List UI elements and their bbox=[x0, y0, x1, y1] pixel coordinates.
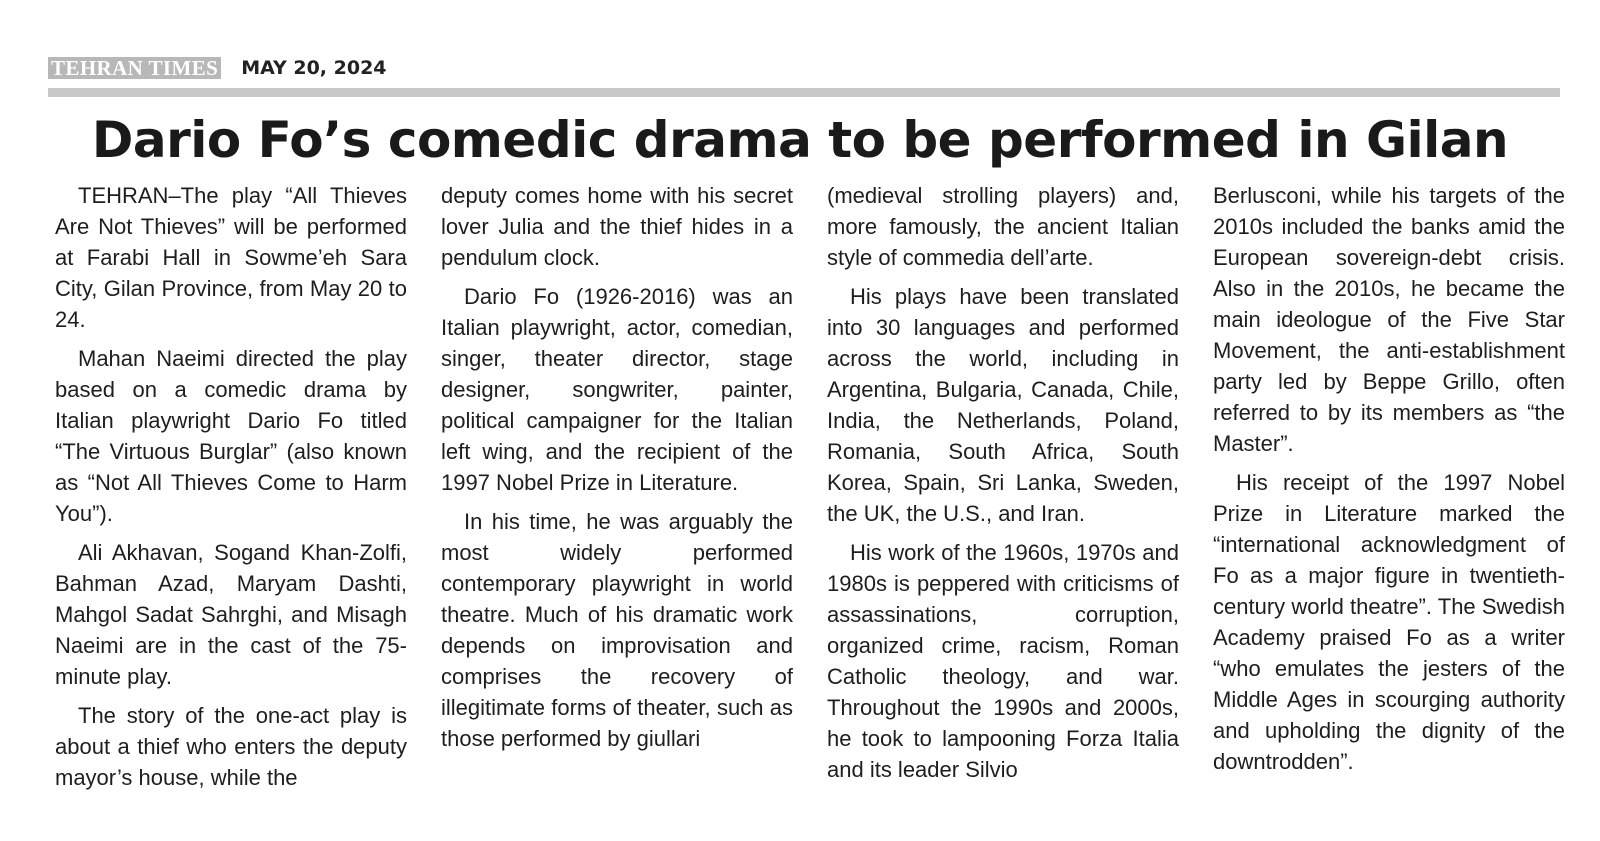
paragraph: The story of the one-act play is about a thief who enters the deputy mayor’s house, while the bbox=[55, 703, 407, 790]
paragraph: TEHRAN–The play “All Thieves Are Not Thieves” will be performed at Farabi Hall in Sowme’eh Sara City, Gilan Province, from May 20 to 24. bbox=[55, 183, 407, 332]
paragraph-continued: (medieval strolling players) and, more famously, the ancient Italian style of commedia dell’arte. bbox=[827, 183, 1179, 270]
paragraph: His receipt of the 1997 Nobel Prize in Literature marked the “international acknowledgment of Fo as a major figure in twentieth-century world theatre”. The Swedish Academy praised Fo as a writer “who emulates the jesters of the Middle Ages in scourging authority and upholding the dignity of the downtrodden”. bbox=[1213, 470, 1565, 774]
publication-logo: TEHRAN TIMES bbox=[48, 57, 221, 79]
article-column-4 bbox=[1213, 180, 1565, 785]
article-column-1 bbox=[55, 180, 407, 801]
paragraph: His work of the 1960s, 1970s and 1980s is peppered with criticisms of assassinations, corruption, organized crime, racism, Roman Catholic theology, and war. Throughout the 1990s and 2000s, he took to lampooning Forza Italia and its leader Silvio bbox=[827, 540, 1179, 782]
article-column-3 bbox=[827, 180, 1179, 793]
paragraph: His plays have been translated into 30 languages and performed across the world, including in Argentina, Bulgaria, Canada, Chile, India, the Netherlands, Poland, Romania, South Africa, South Korea, Spain, Sri Lanka, Sweden, the UK, the U.S., and Iran. bbox=[827, 284, 1179, 526]
article-headline: Dario Fo’s comedic drama to be performed in Gilan bbox=[91, 111, 1509, 169]
paragraph: Mahan Naeimi directed the play based on a comedic drama by Italian playwright Dario Fo titled “The Virtuous Burglar” (also known as “Not All Thieves Come to Harm You”). bbox=[55, 346, 407, 526]
paragraph: Ali Akhavan, Sogand Khan-Zolfi, Bahman Azad, Maryam Dashti, Mahgol Sadat Sahrghi, and Misagh Naeimi are in the cast of the 75-minute play. bbox=[55, 540, 407, 689]
article-column-2 bbox=[441, 180, 793, 762]
paragraph: In his time, he was arguably the most widely performed contemporary playwright in world theatre. Much of his dramatic work depends on improvisation and comprises the recovery of illegitimate forms of theater, such as those performed by giullari bbox=[441, 509, 793, 751]
header-rule bbox=[48, 88, 1560, 97]
masthead bbox=[48, 55, 387, 81]
paragraph-continued: deputy comes home with his secret lover Julia and the thief hides in a pendulum clock. bbox=[441, 183, 793, 270]
paragraph: Dario Fo (1926-2016) was an Italian playwright, actor, comedian, singer, theater director, stage designer, songwriter, painter, political campaigner for the Italian left wing, and the recipient of the 1997 Nobel Prize in Literature. bbox=[441, 284, 793, 495]
paragraph-continued: Berlusconi, while his targets of the 2010s included the banks amid the European sovereign-debt crisis. Also in the 2010s, he became the main ideologue of the Five Star Movement, the anti-establishment party led by Beppe Grillo, often referred to by its members as “the Master”. bbox=[1213, 183, 1565, 456]
publication-date: MAY 20, 2024 bbox=[241, 57, 387, 79]
